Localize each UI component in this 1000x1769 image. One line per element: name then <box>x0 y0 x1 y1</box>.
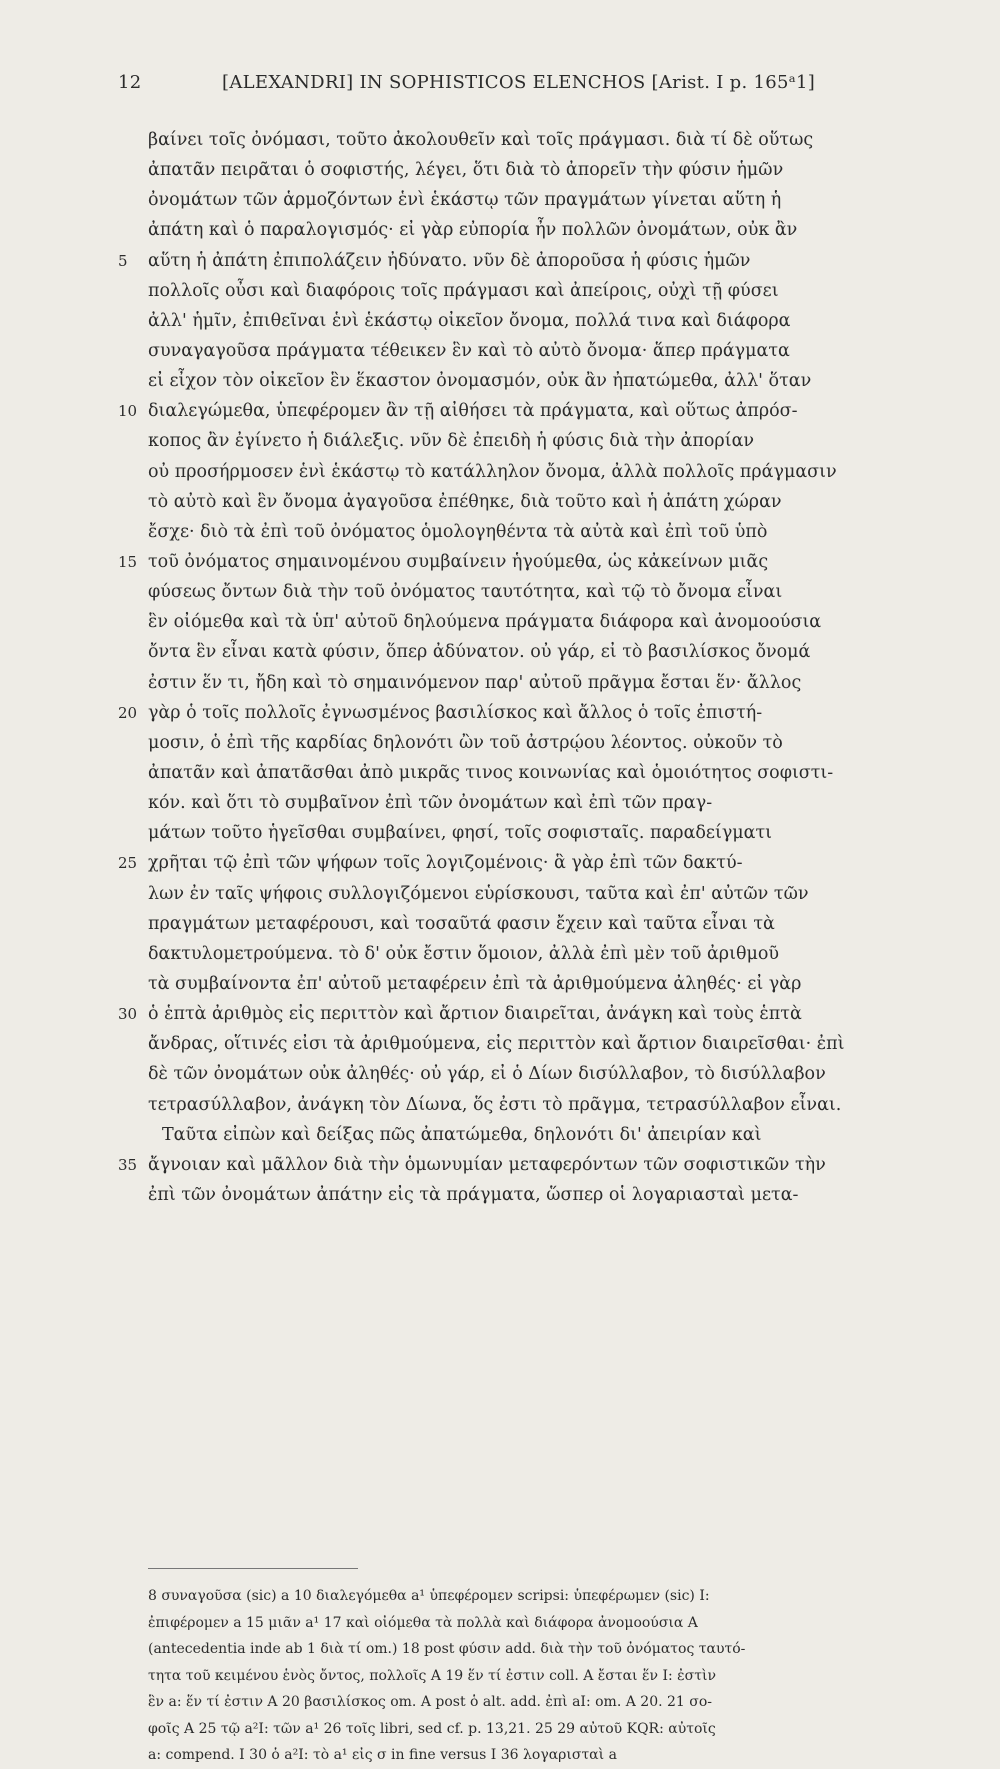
line-number: 10 <box>118 402 138 421</box>
footnote-line: 8 συναγοῦσα (sic) a 10 διαλεγόμεθα a¹ ὑπεφέρομεν scripsi: ὑπεφέρωμεν (sic) I: <box>148 1588 710 1604</box>
line-text: βαίνει τοῖς ὀνόμασι, τοῦτο ἀκολουθεῖν καὶ τοῖς πράγμασι. διὰ τί δὲ οὕτως <box>148 130 814 150</box>
line-text: ἀπατᾶν πειρᾶται ὁ σοφιστής, λέγει, ὅτι διὰ τὸ ἀπορεῖν τὴν φύσιν ἡμῶν <box>148 160 784 181</box>
text-line <box>118 728 890 758</box>
text-line <box>118 607 890 637</box>
text-line <box>118 969 890 999</box>
line-text: εἰ εἶχον τὸν οἰκεῖον ἓν ἕκαστον ὀνομασμόν, οὐκ ἂν ἠπατώμεθα, ἀλλ' ὅταν <box>148 371 812 392</box>
text-line <box>118 185 890 215</box>
text-line <box>118 306 890 336</box>
line-text: ὁ ἑπτὰ ἀριθμὸς εἰς περιττὸν καὶ ἄρτιον διαιρεῖται, ἀνάγκη καὶ τοὺς ἑπτὰ <box>148 1004 802 1025</box>
footnote-line: ἓν a: ἕν τί ἐστιν A 20 βασιλίσκος om. A post ὁ alt. add. ἐπὶ aI: om. A 20. 21 σο- <box>148 1694 712 1710</box>
text-line <box>118 155 890 185</box>
text-line <box>118 1059 890 1089</box>
footnotes <box>118 1583 890 1769</box>
line-text: ὀνομάτων τῶν ἁρμοζόντων ἑνὶ ἑκάστῳ τῶν πραγμάτων γίνεται αὕτη ἡ <box>148 190 782 211</box>
text-line <box>118 698 890 728</box>
line-text: κόν. καὶ ὅτι τὸ συμβαῖνον ἐπὶ τῶν ὀνομάτων καὶ ἐπὶ τῶν πραγ- <box>148 793 713 814</box>
text-line <box>118 426 890 456</box>
line-text: δακτυλομετρούμενα. τὸ δ' οὐκ ἔστιν ὅμοιον, ἀλλὰ ἐπὶ μὲν τοῦ ἀριθμοῦ <box>148 943 780 964</box>
line-text: ἄνδρας, οἵτινές εἰσι τὰ ἀριθμούμενα, εἰς περιττὸν καὶ ἄρτιον διαιρεῖσθαι· ἐπὶ <box>148 1034 845 1055</box>
footnote-line: (antecedentia inde ab 1 διὰ τί om.) 18 post φύσιν add. διὰ τὴν τοῦ ὀνόματος ταυτό- <box>148 1641 746 1657</box>
line-text: τὰ συμβαίνοντα ἐπ' αὐτοῦ μεταφέρειν ἐπὶ τὰ ἀριθμούμενα ἀληθές· εἰ γὰρ <box>148 973 802 994</box>
line-text: μάτων τοῦτο ἡγεῖσθαι συμβαίνει, φησί, τοῖς σοφισταῖς. παραδείγματι <box>148 823 773 844</box>
text-line <box>118 1150 890 1180</box>
text-line <box>118 939 890 969</box>
text-line <box>118 457 890 487</box>
text-line <box>118 909 890 939</box>
line-text: χρῆται τῷ ἐπὶ τῶν ψήφων τοῖς λογιζομένοις· ἃ γὰρ ἐπὶ τῶν δακτύ- <box>148 853 743 874</box>
line-number: 30 <box>118 1005 138 1024</box>
text-line <box>118 1120 890 1150</box>
line-text: διαλεγώμεθα, ὑπεφέρομεν ἂν τῇ αἰθήσει τὰ πράγματα, καὶ οὕτως ἀπρόσ- <box>148 401 798 422</box>
text-line <box>118 215 890 245</box>
text-line <box>118 1090 890 1120</box>
line-text: οὐ προσήρμοσεν ἑνὶ ἑκάστῳ τὸ κατάλληλον ὄνομα, ἀλλὰ πολλοῖς πράγμασιν <box>148 461 837 482</box>
line-text: ἔσχε· διὸ τὰ ἐπὶ τοῦ ὀνόματος ὁμολογηθέντα τὰ αὐτὰ καὶ ἐπὶ τοῦ ὑπὸ <box>148 521 768 542</box>
line-text: γὰρ ὁ τοῖς πολλοῖς ἐγνωσμένος βασιλίσκος καὶ ἄλλος ὁ τοῖς ἐπιστή- <box>148 702 763 723</box>
footnote-divider <box>148 1568 358 1569</box>
footnote-line: φοῖς A 25 τῷ a²I: τῶν a¹ 26 τοῖς libri, sed cf. p. 13,21. 25 29 αὐτοῦ KQR: αὐτοῖς <box>148 1720 716 1737</box>
line-text: ἄγνοιαν καὶ μᾶλλον διὰ τὴν ὁμωνυμίαν μεταφερόντων τῶν σοφιστικῶν τὴν <box>148 1154 826 1175</box>
text-line <box>118 879 890 909</box>
line-text: πολλοῖς οὖσι καὶ διαφόροις τοῖς πράγμασι καὶ ἀπείροις, οὐχὶ τῇ φύσει <box>148 280 779 301</box>
line-text: ἀπάτη καὶ ὁ παραλογισμός· εἰ γὰρ εὐπορία ἦν πολλῶν ὀνομάτων, οὐκ ἂν <box>148 220 798 241</box>
line-text: συναγαγοῦσα πράγματα τέθεικεν ἓν καὶ τὸ αὐτὸ ὄνομα· ἅπερ πράγματα <box>148 340 790 361</box>
text-line <box>118 1180 890 1210</box>
line-text: τοῦ ὀνόματος σημαινομένου συμβαίνειν ἡγούμεθα, ὡς κἀκείνων μιᾶς <box>148 551 769 572</box>
running-title: [ALEXANDRI] IN SOPHISTICOS ELENCHOS [Arist. I p. 165ᵃ1] <box>222 72 816 93</box>
line-number: 15 <box>118 552 138 571</box>
line-text: ἓν οἰόμεθα καὶ τὰ ὑπ' αὐτοῦ δηλούμενα πράγματα διάφορα καὶ ἀνομοούσια <box>148 612 822 633</box>
line-text: αὕτη ἡ ἀπάτη ἐπιπολάζειν ἠδύνατο. νῦν δὲ ἀποροῦσα ἡ φύσις ἡμῶν <box>148 250 751 271</box>
text-line <box>118 246 890 276</box>
page-number: 12 <box>118 72 142 93</box>
text-line <box>118 487 890 517</box>
line-number: 25 <box>118 854 138 873</box>
line-text: ἀλλ' ἡμῖν, ἐπιθεῖναι ἑνὶ ἑκάστῳ οἰκεῖον ὄνομα, πολλά τινα καὶ διάφορα <box>148 310 791 331</box>
line-text: τετρασύλλαβον, ἀνάγκη τὸν Δίωνα, ὅς ἐστι τὸ πρᾶγμα, τετρασύλλαβον εἶναι. <box>148 1094 842 1115</box>
line-text: λων ἐν ταῖς ψήφοις συλλογιζόμενοι εὑρίσκουσι, ταῦτα καὶ ἐπ' αὐτῶν τῶν <box>148 883 809 904</box>
text-line <box>118 125 890 155</box>
line-text: φύσεως ὄντων διὰ τὴν τοῦ ὀνόματος ταυτότητα, καὶ τῷ τὸ ὄνομα εἶναι <box>148 582 783 603</box>
line-text: τὸ αὐτὸ καὶ ἓν ὄνομα ἀγαγοῦσα ἐπέθηκε, διὰ τοῦτο καὶ ἡ ἀπάτη χώραν <box>148 491 782 512</box>
line-number: 5 <box>118 251 128 270</box>
line-text: ὄντα ἓν εἶναι κατὰ φύσιν, ὅπερ ἀδύνατον. οὐ γάρ, εἰ τὸ βασιλίσκος ὄνομά <box>148 642 811 663</box>
line-text: Ταῦτα εἰπὼν καὶ δείξας πῶς ἀπατώμεθα, δηλονότι δι' ἀπειρίαν καὶ <box>162 1124 762 1145</box>
line-text: ἀπατᾶν καὶ ἀπατᾶσθαι ἀπὸ μικρᾶς τινος κοινωνίας καὶ ὁμοιότητος σοφιστι- <box>148 762 834 783</box>
text-line <box>118 336 890 366</box>
text-line <box>118 637 890 667</box>
footnote-line: ἐπιφέρομεν a 15 μιᾶν a¹ 17 καὶ οἰόμεθα τὰ πολλὰ καὶ διάφορα ἀνομοούσια A <box>148 1614 698 1631</box>
text-line <box>118 366 890 396</box>
text-line <box>118 999 890 1029</box>
text-line <box>118 577 890 607</box>
footnote-line: τητα τοῦ κειμένου ἑνὸς ὄντος, πολλοῖς A 19 ἕν τί ἐστιν coll. A ἔσται ἕν I: ἐστὶν <box>148 1667 716 1684</box>
line-text: κοπος ἂν ἐγίνετο ἡ διάλεξις. νῦν δὲ ἐπειδὴ ἡ φύσις διὰ τὴν ἀπορίαν <box>148 431 755 452</box>
text-line <box>118 1029 890 1059</box>
main-text <box>118 125 890 1210</box>
line-number: 35 <box>118 1155 138 1174</box>
line-text: μοσιν, ὁ ἐπὶ τῆς καρδίας δηλονότι ὢν τοῦ ἀστρῴου λέοντος. οὐκοῦν τὸ <box>148 732 783 753</box>
line-number: 20 <box>118 703 138 722</box>
line-text: ἐστιν ἕν τι, ἤδη καὶ τὸ σημαινόμενον παρ' αὐτοῦ πρᾶγμα ἔσται ἕν· ἄλλος <box>148 672 802 693</box>
text-line <box>118 276 890 306</box>
text-line <box>118 517 890 547</box>
line-text: ἐπὶ τῶν ὀνομάτων ἀπάτην εἰς τὰ πράγματα, ὥσπερ οἱ λογαριασταὶ μετα- <box>148 1184 799 1205</box>
text-line <box>118 396 890 426</box>
text-line <box>118 818 890 848</box>
line-text: πραγμάτων μεταφέρουσι, καὶ τοσαῦτά φασιν ἔχειν καὶ ταῦτα εἶναι τὰ <box>148 913 775 934</box>
footnote-line: a: compend. I 30 ὁ a²I: τὸ a¹ εἰς σ in fine versus I 36 λογαρισταὶ a <box>148 1747 617 1763</box>
text-line <box>118 668 890 698</box>
text-line <box>118 758 890 788</box>
running-header <box>118 72 890 102</box>
line-text: δὲ τῶν ὀνομάτων οὐκ ἀληθές· οὐ γάρ, εἰ ὁ Δίων δισύλλαβον, τὸ δισύλλαβον <box>148 1064 826 1085</box>
text-line <box>118 547 890 577</box>
text-line <box>118 788 890 818</box>
text-line <box>118 848 890 878</box>
